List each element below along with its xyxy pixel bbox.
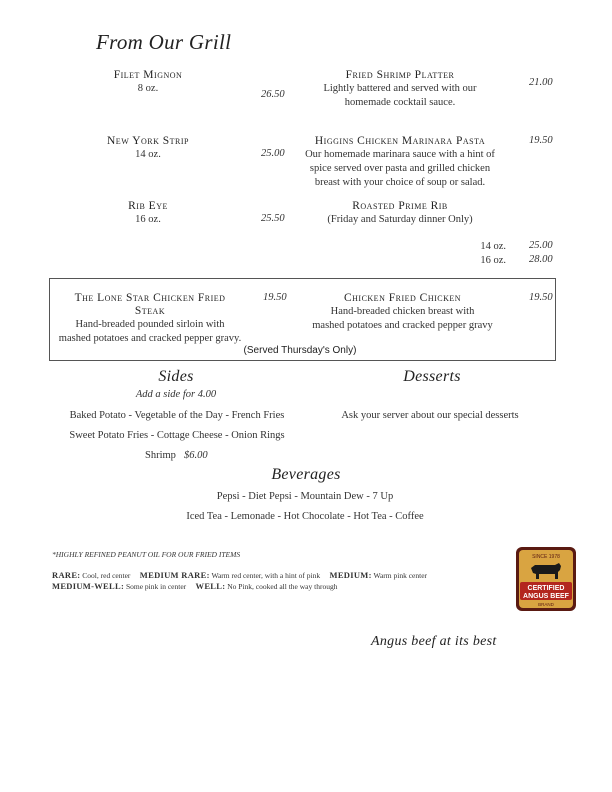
- lonestar-name-1: The Lone Star Chicken Fried: [74, 292, 226, 304]
- logo-since-text: SINCE 1978: [532, 554, 560, 560]
- cfc-price: 19.50: [529, 292, 553, 303]
- nystrip-size: 14 oz.: [135, 149, 161, 160]
- logo-brand-text: BRAND: [538, 602, 554, 607]
- pasta-price: 19.50: [529, 135, 553, 146]
- sides-heading: Sides: [158, 368, 194, 385]
- angus-logo-graphic: [515, 546, 577, 612]
- logo-certified-text: CERTIFIED: [527, 585, 565, 592]
- cfc-desc-1: Hand-breaded chicken breast with: [330, 306, 475, 317]
- pasta-name: Higgins Chicken Marinara Pasta: [314, 135, 486, 147]
- beverages-line-2: Iced Tea - Lemonade - Hot Chocolate - Hot Tea - Coffee: [186, 511, 424, 522]
- medium-rare-desc: Warm red center, with a hint of pink: [211, 571, 321, 580]
- lonestar-name-2: Steak: [134, 305, 166, 317]
- medium-well-label: MEDIUM-WELL:: [52, 581, 125, 591]
- pasta-desc-1: Our homemade marinara sauce with a hint of: [305, 149, 495, 160]
- primerib-note: (Friday and Saturday dinner Only): [327, 214, 473, 225]
- rare-desc: Cool, red center: [82, 571, 131, 580]
- desserts-heading: Desserts: [403, 368, 461, 385]
- shrimp-desc-1: Lightly battered and served with our: [323, 83, 477, 94]
- rare-label: RARE:: [52, 570, 81, 580]
- primerib-size-2: 16 oz.: [480, 255, 506, 266]
- well-desc: No Pink, cooked all the way through: [227, 582, 338, 591]
- cfc-name: Chicken Fried Chicken: [343, 292, 462, 304]
- filet-size: 8 oz.: [137, 83, 159, 94]
- certified-angus-beef-logo: [515, 546, 577, 612]
- shrimp-side-label: Shrimp: [145, 450, 176, 461]
- pasta-desc-2: spice served over pasta and grilled chicken: [309, 163, 491, 174]
- doneness-line-2: [52, 581, 337, 591]
- desserts-text: Ask your server about our special desserts: [341, 410, 519, 421]
- doneness-line-1: [52, 570, 427, 580]
- sides-line-1: Baked Potato - Vegetable of the Day - French Fries: [69, 410, 285, 421]
- thursday-note: (Served Thursday's Only): [243, 345, 357, 356]
- medium-desc: Warm pink center: [373, 571, 428, 580]
- shrimp-name: Fried Shrimp Platter: [345, 69, 455, 81]
- ribeye-size: 16 oz.: [135, 214, 161, 225]
- cfc-desc-2: mashed potatoes and cracked pepper gravy: [312, 320, 493, 331]
- lonestar-price: 19.50: [263, 292, 287, 303]
- nystrip-price: 25.00: [261, 148, 285, 159]
- peanut-oil-note: *HIGHLY REFINED PEANUT OIL FOR OUR FRIED ITEMS: [52, 550, 241, 559]
- beverages-line-1: Pepsi - Diet Pepsi - Mountain Dew - 7 Up: [216, 491, 394, 502]
- primerib-price-1: 25.00: [529, 240, 553, 251]
- medium-label: MEDIUM:: [329, 570, 372, 580]
- shrimp-desc-2: homemade cocktail sauce.: [344, 97, 456, 108]
- nystrip-name: New York Strip: [107, 135, 189, 147]
- primerib-size-1: 14 oz.: [480, 241, 506, 252]
- sides-line-2: Sweet Potato Fries - Cottage Cheese - Onion Rings: [69, 430, 285, 441]
- beverages-heading: Beverages: [271, 466, 341, 483]
- grill-heading: From Our Grill: [96, 30, 232, 54]
- shrimp-side-price: $6.00: [184, 450, 208, 461]
- ribeye-price: 25.50: [261, 213, 285, 224]
- angus-tagline: Angus beef at its best: [371, 634, 497, 649]
- logo-angus-beef-text: ANGUS BEEF: [523, 593, 569, 600]
- primerib-name: Roasted Prime Rib: [352, 200, 448, 212]
- medium-well-desc: Some pink in center: [125, 582, 187, 591]
- lonestar-desc-2: mashed potatoes and cracked pepper gravy.: [58, 333, 242, 344]
- shrimp-price: 21.00: [529, 77, 553, 88]
- sides-subtitle: Add a side for 4.00: [135, 389, 217, 400]
- lonestar-desc-1: Hand-breaded pounded sirloin with: [75, 319, 225, 330]
- primerib-price-2: 28.00: [529, 254, 553, 265]
- ribeye-name: Rib Eye: [128, 200, 168, 212]
- pasta-desc-3: breast with your choice of soup or salad.: [314, 177, 486, 188]
- filet-price: 26.50: [261, 89, 285, 100]
- medium-rare-label: MEDIUM RARE:: [139, 570, 210, 580]
- well-label: WELL:: [195, 581, 226, 591]
- filet-name: Filet Mignon: [113, 69, 183, 81]
